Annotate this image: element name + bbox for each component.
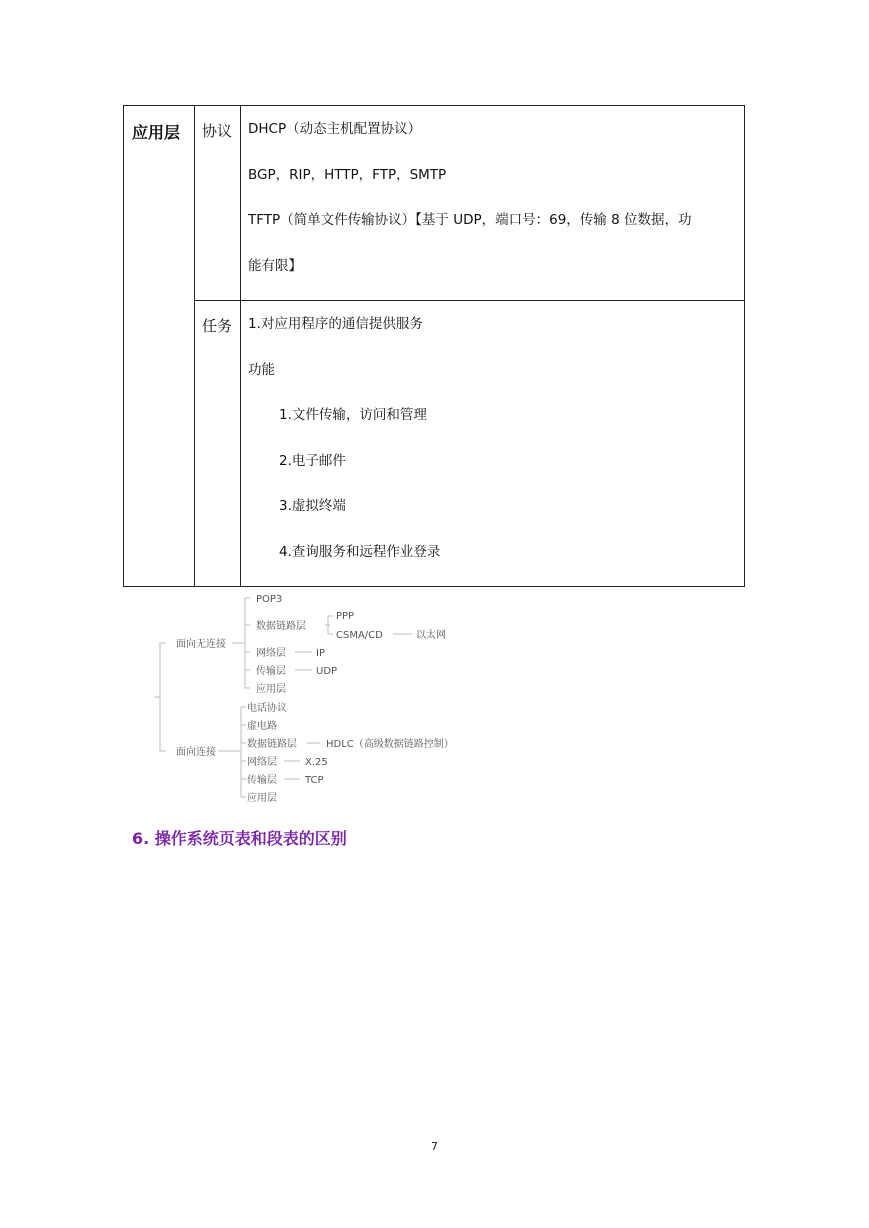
protocol-line-dhcp: DHCP（动态主机配置协议）	[248, 121, 422, 137]
root-bracket	[160, 643, 166, 751]
ethernet-node: 以太网	[416, 630, 446, 641]
transport-node: 传输层	[247, 775, 277, 786]
protocol-label-cell	[195, 106, 241, 301]
tcp-node: TCP	[305, 775, 324, 786]
network-node: 网络层	[256, 648, 286, 659]
function-item: 4.查询服务和远程作业登录	[279, 543, 441, 560]
task-line: 1.对应用程序的通信提供服务	[248, 316, 423, 332]
ip-node: IP	[316, 648, 325, 659]
application-node: 应用层	[247, 793, 277, 804]
task-content-cell	[241, 301, 745, 587]
layer-name: 应用层	[132, 123, 181, 142]
x25-node: X.25	[305, 757, 328, 768]
connection-node: 面向连接	[176, 747, 216, 758]
protocol-label: 协议	[202, 122, 233, 140]
udp-node: UDP	[316, 666, 338, 677]
page-number: 7	[431, 1140, 438, 1153]
task-label: 任务	[202, 317, 233, 335]
protocol-line-bgp: BGP，RIP，HTTP，FTP，SMTP	[248, 166, 447, 183]
task-label-cell	[195, 301, 241, 587]
application-node: 应用层	[256, 684, 286, 695]
csma-node: CSMA/CD	[336, 630, 383, 641]
telephone-node: 电话协议	[247, 703, 287, 714]
transport-node: 传输层	[256, 666, 286, 677]
protocol-line-tftp: TFTP（简单文件传输协议）【基于 UDP，端口号：69，传输 8 位数据，功	[248, 212, 692, 228]
protocol-line-tftp-cont: 能有限】	[248, 257, 302, 274]
protocol-mindmap	[150, 585, 470, 807]
function-item: 1.文件传输，访问和管理	[279, 407, 427, 423]
datalink-node: 数据链路层	[256, 621, 306, 632]
ppp-node: PPP	[336, 611, 355, 622]
pop3-node: POP3	[256, 594, 283, 605]
hdlc-node: HDLC（高级数据链路控制）	[326, 739, 454, 750]
layer-cell	[124, 106, 195, 587]
virtual-circuit-node: 虚电路	[247, 721, 277, 732]
function-item: 3.虚拟终端	[279, 498, 346, 514]
datalink-node: 数据链路层	[247, 739, 297, 750]
connectionless-node: 面向无连接	[176, 639, 226, 650]
section-heading: 6. 操作系统页表和段表的区别	[132, 829, 347, 848]
protocol-content-cell	[241, 106, 745, 301]
connectionless-bracket	[245, 598, 250, 688]
application-layer-table	[123, 105, 745, 587]
network-node: 网络层	[247, 757, 277, 768]
task-functions-heading: 功能	[248, 361, 275, 378]
connection-bracket	[241, 707, 246, 797]
function-item: 2.电子邮件	[279, 452, 346, 469]
